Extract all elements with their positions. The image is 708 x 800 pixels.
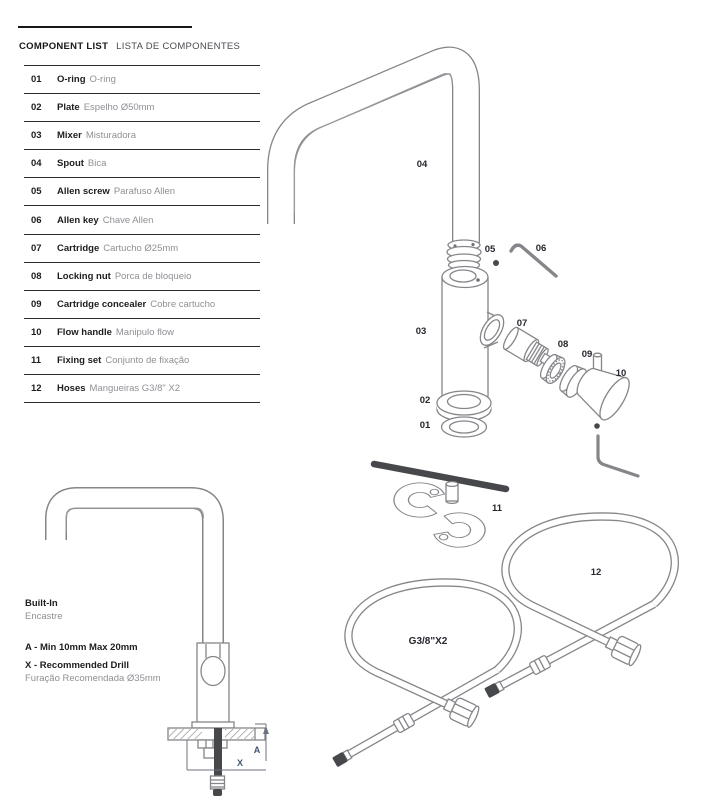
fixing-set-drawing [374,464,506,552]
component-name-en: Flow handle [57,326,112,338]
builtin-title-pt: Encastre [25,611,63,622]
part-label-07: 07 [516,318,528,329]
component-name-pt: O-ring [89,74,116,86]
countertop-section [168,728,265,796]
part-label-05: 05 [484,244,496,255]
allen-key-06 [511,245,556,276]
joint-rings [447,240,481,270]
exploded-diagram [281,61,675,768]
o-ring-drawing [442,417,487,437]
part-label-10: 10 [615,368,627,379]
component-name-pt: Chave Allen [102,214,154,226]
component-list-title-pt: LISTA DE COMPONENTES [116,41,241,52]
component-row-02 [24,94,260,122]
component-number: 06 [31,214,42,226]
component-name-pt: Bica [87,158,107,170]
dim-x-label: X [236,758,244,768]
component-number: 07 [31,242,42,254]
component-list-title-en: COMPONENT LIST [19,41,109,52]
builtin-note [25,597,161,685]
flow-handle-drawing [569,353,635,424]
component-list-title [19,41,240,52]
component-number: 02 [31,102,42,114]
spout-drawing [281,61,466,243]
component-number: 04 [31,158,42,170]
dim-a-label: A [253,745,261,755]
builtin-dim-a: A - Min 10mm Max 20mm [25,642,138,653]
handle-allen-key [598,436,638,476]
component-row-07 [24,235,260,263]
part-label-02: 02 [419,395,431,406]
builtin-dim-x-en: X - Recommended Drill [25,660,129,671]
component-row-06 [24,206,260,234]
component-row-08 [24,263,260,291]
component-name-en: Hoses [57,383,86,395]
component-name-en: Cartridge concealer [57,298,147,310]
part-label-11: 11 [491,503,503,514]
component-number: 03 [31,130,42,142]
component-name-en: Allen key [57,214,99,226]
component-name-pt: Misturadora [85,130,136,142]
part-label-12: 12 [590,567,602,578]
component-name-en: Locking nut [57,270,111,282]
part-label-09: 09 [581,349,593,360]
part-label-08: 08 [557,339,569,350]
part-label-04: 04 [416,159,428,170]
component-name-pt: Cartucho Ø25mm [103,242,179,254]
component-row-10 [24,319,260,347]
top-rule [18,26,192,28]
component-row-04 [24,150,260,178]
component-number: 10 [31,326,42,338]
component-name-en: O-ring [57,74,86,86]
allen-screw-05 [493,260,499,266]
hose-1-drawing [332,583,518,768]
component-name-pt: Porca de bloqueio [114,270,192,282]
component-name-en: Fixing set [57,354,102,366]
component-name-pt: Parafuso Allen [113,186,176,198]
component-name-en: Spout [57,158,84,170]
handle-screw [594,423,600,429]
component-name-en: Allen screw [57,186,110,198]
component-row-12 [24,375,260,403]
component-number: 08 [31,270,42,282]
builtin-title-en: Built-In [25,598,58,609]
part-label-03: 03 [415,326,427,337]
part-label-06: 06 [535,243,547,254]
builtin-dim-x-pt: Furação Recomendada Ø35mm [25,673,161,684]
component-number: 09 [31,298,42,310]
component-row-03 [24,122,260,150]
component-name-en: Plate [57,102,80,114]
component-name-en: Mixer [57,130,82,142]
component-name-pt: Espelho Ø50mm [83,102,155,114]
component-name-pt: Cobre cartucho [150,298,216,310]
component-row-01 [24,66,260,94]
component-name-pt: Mangueiras G3/8" X2 [89,383,181,395]
hose-spec-label: G3/8"X2 [408,636,448,647]
component-number: 01 [31,74,42,86]
component-number: 11 [31,354,42,366]
component-name-pt: Manipulo flow [115,326,174,338]
component-name-pt: Conjunto de fixação [105,354,190,366]
component-row-09 [24,291,260,319]
component-number: 05 [31,186,42,198]
part-label-01: 01 [419,420,431,431]
component-name-en: Cartridge [57,242,100,254]
component-row-05 [24,178,260,206]
component-row-11 [24,347,260,375]
component-list [24,65,260,403]
component-number: 12 [31,383,42,395]
